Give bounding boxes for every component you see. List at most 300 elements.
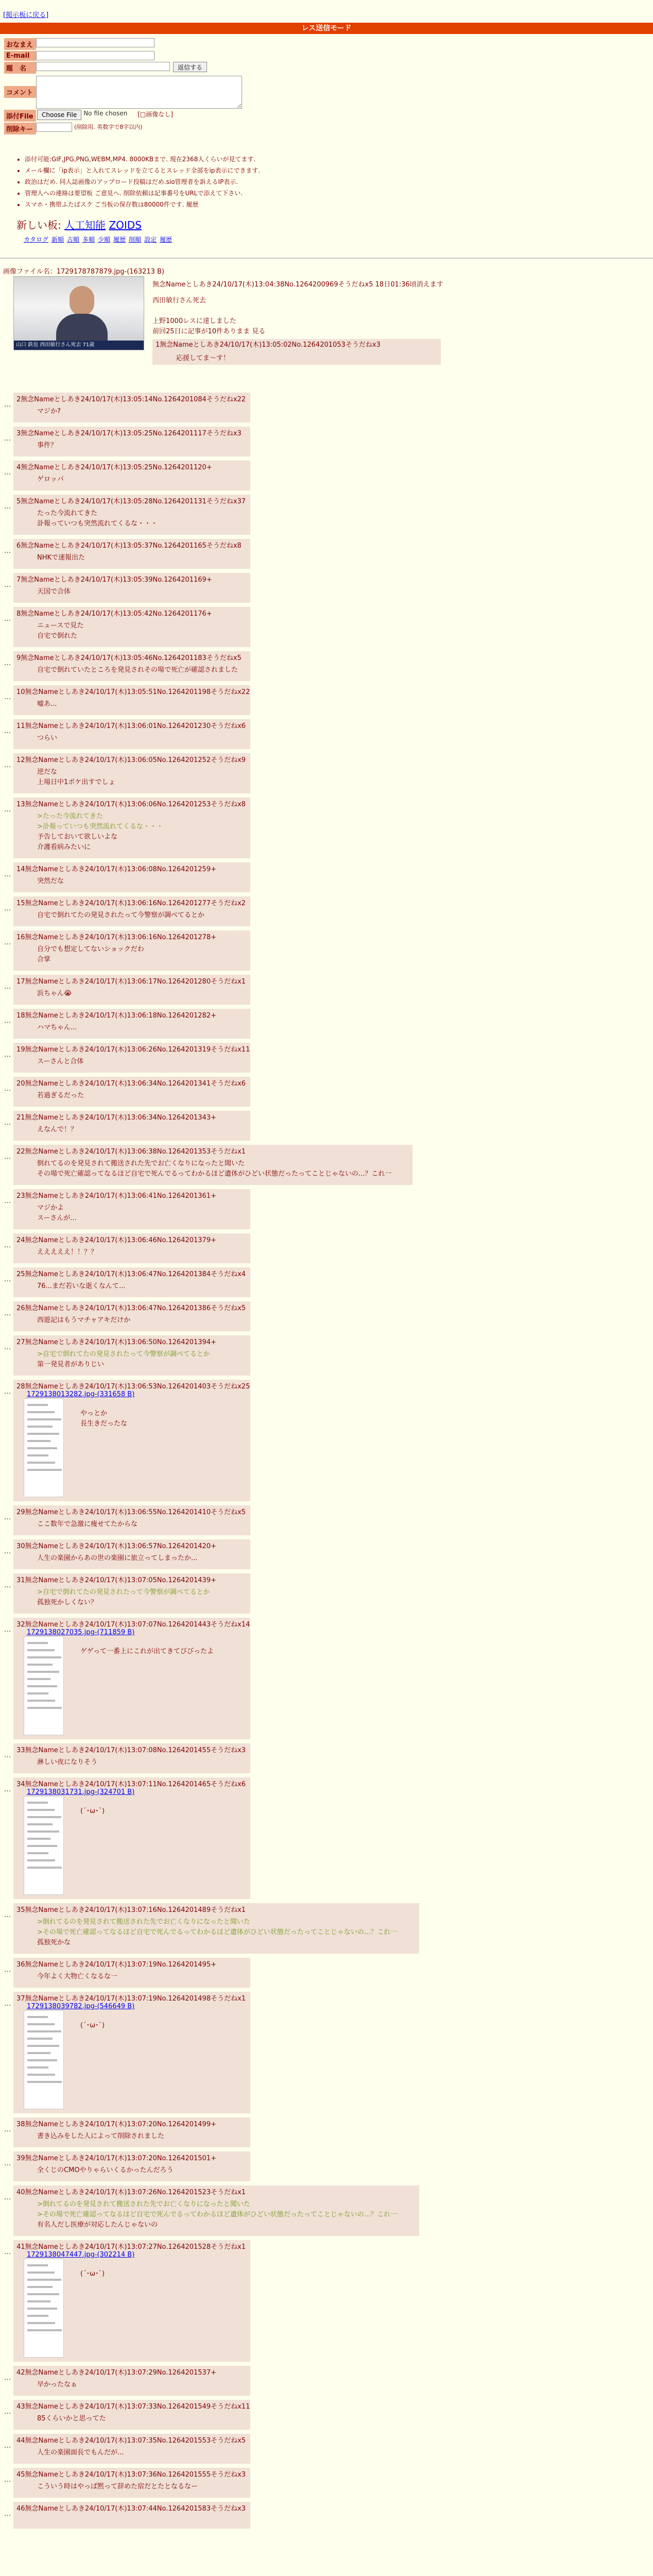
board-link-zoids[interactable]: ZOIDS	[109, 219, 142, 231]
reply-body: 応援してま～す！	[176, 354, 230, 362]
thumbnail-text-line	[27, 2293, 59, 2295]
reply-body-line: 今年よく大物亡くなるな一	[37, 1973, 118, 1980]
no-image-checkbox[interactable]: [□画像なし]	[138, 111, 173, 118]
op-image-caption: 山口 鉄也 西田敏行さん死去 71歳	[14, 341, 144, 350]
reply-thumbnail[interactable]	[24, 1398, 64, 1497]
thumbnail-text-line	[27, 1707, 62, 1709]
reply-body-line: >倒れてるのを発見されて搬送された先でお亡くなりになったと聞いた	[37, 1918, 250, 1926]
board-link-ai[interactable]: 人工知能	[64, 219, 106, 231]
catalog-link[interactable]: 履歴	[160, 236, 173, 243]
post-form	[4, 38, 648, 135]
reply-header: 9無念Nameとしあき24/10/17(木)13:05:46No.1264201183そうだねx5	[16, 654, 242, 662]
reply-image-link[interactable]: 1729138031731.jpg-(324701 B)	[27, 1788, 135, 1796]
reply-header: 13無念Nameとしあき24/10/17(木)13:06:06No.1264201253そうだねx8	[16, 801, 246, 808]
reply-body-line: 予告しておいて欲しいよな	[37, 833, 118, 841]
reply-post	[13, 719, 250, 749]
thumbnail-text-line	[27, 2308, 57, 2310]
reply-body	[16, 553, 247, 563]
thumbnail-text-line	[27, 2279, 61, 2281]
reply-header: 24無念Nameとしあき24/10/17(木)13:06:46No.1264201379+	[16, 1236, 216, 1244]
op-body-line: 前回25日に記事が10件ありまま 見る	[152, 328, 266, 335]
reply-body-line: 76...まだ若いな逝くなんて...	[37, 1282, 126, 1290]
reply-dash: …	[4, 1197, 11, 1205]
reply-dash: …	[4, 1582, 11, 1589]
reply-post	[13, 1301, 250, 1331]
reply-post	[13, 2366, 250, 2396]
reply-dash: …	[4, 469, 11, 477]
op-body-line: 上野1000レスに達しました	[152, 317, 236, 325]
reply-post	[13, 2240, 250, 2362]
reply-body-line: 逆だな	[37, 768, 58, 776]
reply-body-line: ニュースで見た	[37, 622, 84, 630]
op-body-line	[152, 306, 441, 316]
reply-post	[13, 2151, 250, 2181]
reply-dash: …	[4, 581, 11, 589]
reply-post	[13, 2468, 250, 2498]
reply-dash: …	[4, 1017, 11, 1025]
catalog-link[interactable]: カタログ	[24, 236, 49, 243]
reply-dash: …	[4, 806, 11, 814]
reply-image-link[interactable]: 1729138047447.jpg-(302214 B)	[27, 2251, 135, 2259]
reply-body-line: 介護看病みたいに	[37, 843, 91, 851]
reply-post	[13, 427, 250, 456]
reply-body	[16, 1519, 247, 1530]
reply-body-line: ゲゲって一番上にこれが出てきてびびったよ	[80, 1648, 214, 1655]
reply-header: 5無念Nameとしあき24/10/17(木)13:05:28No.1264201131そうだねx37	[16, 498, 246, 505]
reply-body-line: たった今流れてきた	[37, 510, 98, 517]
thumbnail-text-line	[27, 1838, 50, 1840]
thumbnail-text-line	[27, 1426, 53, 1428]
thumbnail-text-line	[27, 2066, 48, 2069]
delkey-input[interactable]	[36, 123, 72, 132]
reply-thumbnail[interactable]	[24, 2010, 64, 2109]
thumbnail-text-line	[27, 1642, 48, 1644]
reply-header: 18無念Nameとしあき24/10/17(木)13:06:18No.1264201282+	[16, 1012, 216, 1020]
reply-dash: …	[4, 871, 11, 878]
reply-body-line: えええええ！！？？	[37, 1248, 98, 1256]
reply-post	[13, 607, 250, 647]
reply-dash: …	[4, 615, 11, 623]
reply-dash: …	[4, 1786, 11, 1793]
reply-header: 40無念Nameとしあき24/10/17(木)13:07:26No.1264201523そうだねx1	[16, 2189, 246, 2196]
reply-body-line: やっとか	[80, 1410, 108, 1417]
reply-image-link[interactable]: 1729138027035.jpg-(711859 B)	[27, 1629, 135, 1636]
comment-textarea[interactable]	[36, 76, 242, 109]
reply-image-link[interactable]: 1729138039782.jpg-(546649 B)	[27, 2003, 135, 2010]
reply-body-line: 突然だな	[37, 877, 64, 885]
reply-body-line: 自分でも想定してないショックだわ	[37, 945, 144, 953]
reply-body	[16, 509, 247, 529]
email-row	[4, 51, 648, 61]
reply-header: 45無念Nameとしあき24/10/17(木)13:07:36No.1264201555そうだねx3	[16, 2471, 246, 2479]
reply-body-line: ハマちゃん...	[37, 1024, 77, 1031]
catalog-link[interactable]: 削順	[129, 236, 142, 243]
reply-thumbnail[interactable]	[24, 1636, 64, 1735]
thumbnail-text-line	[27, 1664, 53, 1666]
reply-header: 1無念Nameとしあき24/10/17(木)13:05:02No.1264201053そうだねx3	[156, 341, 381, 349]
notice-item: • スマホ・携帯ふたばスク ご当板の保存数は80000件です. 履歴	[25, 199, 260, 210]
reply-body-line: マジかよ	[37, 1204, 64, 1212]
reply-body-line: スーさんが...	[37, 1214, 77, 1222]
reply-post	[13, 896, 250, 926]
reply-header: 2無念Nameとしあき24/10/17(木)13:05:14No.1264201084そうだねx22	[16, 396, 246, 403]
catalog-link[interactable]: 新順	[51, 236, 64, 243]
thumbnail-text-line	[27, 1852, 48, 1854]
thumbnail-text-line	[27, 1404, 48, 1406]
reply-header: 27無念Nameとしあき24/10/17(木)13:06:50No.1264201394+	[16, 1338, 216, 1346]
reply-post	[13, 539, 250, 569]
reply-body	[16, 1553, 247, 1564]
reply-post	[13, 1111, 250, 1141]
thumbnail-text-line	[27, 1411, 55, 1413]
reply-dash: …	[4, 503, 11, 511]
thumbnail-text-line	[27, 1433, 59, 1435]
thumbnail-text-line	[27, 1802, 48, 1804]
reply-body	[16, 1159, 409, 1179]
reply-body-line: >倒れてるのを発見されて搬送された先でお亡くなりになったと聞いた	[37, 2200, 250, 2208]
comment-row	[4, 76, 648, 109]
reply-body-line: 長生きだったな	[80, 1420, 128, 1428]
thumbnail-text-line	[27, 2322, 55, 2324]
thumbnail-text-line	[27, 1656, 61, 1658]
thumbnail-text-line	[27, 2023, 55, 2025]
thumbnail-text-line	[27, 2264, 48, 2266]
thumbnail-text-line	[27, 2052, 50, 2054]
reply-post	[13, 1043, 250, 1073]
reply-dash: …	[4, 1911, 11, 1919]
reply-header: 44無念Nameとしあき24/10/17(木)13:07:35No.1264201553そうだねx5	[16, 2437, 246, 2445]
choose-file-button[interactable]: Choose File	[37, 110, 81, 120]
reply-header: 22無念Nameとしあき24/10/17(木)13:06:38No.1264201353そうだねx1	[16, 1148, 246, 1156]
reply-header: 7無念Nameとしあき24/10/17(木)13:05:39No.1264201169+	[16, 576, 212, 584]
reply-body-line: 自宅で倒れていたところを発見されその場で死亡が確認されました	[37, 666, 238, 674]
reply-body	[16, 876, 247, 887]
reply-body-line: >自宅で倒れてたの発見されたって今警察が調べてるとか	[37, 1350, 210, 1358]
reply-body	[16, 1587, 247, 1608]
reply-body-line: (´･ω･`)	[80, 2022, 105, 2029]
thumbnail-text-line	[27, 2059, 57, 2061]
reply-post	[13, 798, 250, 858]
reply-body	[16, 1247, 247, 1258]
catalog-links	[24, 235, 175, 244]
thumbnail-text-line	[27, 1671, 59, 1673]
thumbnail-text-line	[27, 1454, 48, 1456]
reply-dash: …	[4, 2160, 11, 2167]
reply-body	[16, 2165, 247, 2176]
reply-body-line: えなんで！？	[37, 1126, 78, 1133]
reply-dash: …	[4, 659, 11, 667]
reply-header: 8無念Nameとしあき24/10/17(木)13:05:42No.1264201176+	[16, 610, 212, 618]
notice-item: • 添付可能:GIF,JPG,PNG,WEBM,MP4. 8000KBまで. 現在2368人くらいが見てます.	[25, 154, 260, 165]
thumbnail-text-line	[27, 2030, 61, 2032]
reply-post	[13, 2434, 250, 2464]
reply-dash: …	[4, 939, 11, 946]
reply-header: 11無念Nameとしあき24/10/17(木)13:06:01No.1264201230そうだねx6	[16, 722, 246, 730]
catalog-link[interactable]: 古順	[67, 236, 80, 243]
reply-body	[16, 2414, 247, 2424]
reply-dash: …	[4, 547, 11, 555]
reply-dash: …	[4, 2476, 11, 2484]
thumbnail-text-line	[27, 1867, 62, 1869]
reply-post	[13, 975, 250, 1005]
reply-header: 17無念Nameとしあき24/10/17(木)13:06:17No.1264201280そうだねx1	[16, 978, 246, 986]
reply-body	[16, 910, 247, 921]
reply-dash: …	[4, 435, 11, 443]
reply-body-line: 第一発見者がありじい	[37, 1361, 105, 1368]
reply-body	[16, 665, 247, 675]
thumbnail-text-line	[27, 1700, 55, 1702]
thumbnail-text-line	[27, 2074, 55, 2076]
name-input[interactable]	[36, 38, 154, 47]
delkey-row	[4, 123, 648, 134]
reply-dash: …	[4, 1966, 11, 1974]
name-label: おなまえ	[4, 38, 36, 50]
reply-header: 16無念Nameとしあき24/10/17(木)13:06:16No.1264201278+	[16, 934, 216, 941]
reply-image-link[interactable]: 1729138013282.jpg-(331658 B)	[27, 1391, 135, 1398]
reply-post	[13, 495, 250, 535]
reply-dash: …	[4, 1344, 11, 1351]
reply-body	[16, 621, 247, 641]
name-row	[4, 38, 648, 50]
reply-post	[13, 1233, 250, 1263]
reply-header: 26無念Nameとしあき24/10/17(木)13:06:47No.1264201386そうだねx5	[16, 1304, 246, 1312]
catalog-link[interactable]: 履歴	[113, 236, 126, 243]
reply-dash: …	[4, 983, 11, 991]
catalog-link[interactable]: 少順	[98, 236, 111, 243]
board-notices	[16, 154, 260, 210]
reply-post	[13, 1992, 250, 2113]
reply-post	[13, 1009, 250, 1039]
thumbnail-text-line	[27, 1469, 62, 1471]
reply-header: 10無念Nameとしあき24/10/17(木)13:05:51No.1264201198そうだねx22	[16, 688, 250, 696]
reply-header: 25無念Nameとしあき24/10/17(木)13:06:47No.1264201384そうだねx4	[16, 1270, 246, 1278]
reply-post	[13, 1573, 250, 1614]
reply-dash: …	[4, 2510, 11, 2518]
reply-body	[16, 1349, 247, 1370]
thumbnail-text-line	[27, 2016, 48, 2018]
op-image[interactable]	[13, 276, 144, 350]
reply-body	[16, 1125, 247, 1135]
reply-body-line: 淋しい夜になりそう	[37, 1758, 98, 1766]
reply-dash: …	[4, 1388, 11, 1396]
reply-dash: …	[4, 905, 11, 912]
reply-post	[13, 2400, 250, 2430]
reply-header: 4無念Nameとしあき24/10/17(木)13:05:25No.1264201120+	[16, 464, 212, 471]
reply-body-line: 人生の楽園からあの世の楽園に旅立ってしまったか...	[37, 1554, 198, 1562]
reply-dash: …	[4, 693, 11, 701]
email-input[interactable]	[36, 51, 154, 60]
op-file-info: 画像ファイル名：1729178787879.jpg-(163213 B)	[3, 268, 165, 276]
reply-header: 23無念Nameとしあき24/10/17(木)13:06:41No.1264201361+	[16, 1192, 216, 1200]
reply-post	[13, 1618, 250, 1739]
reply-post	[13, 1903, 419, 1954]
reply-body-line: その場で死亡確認ってなるほど自宅で死んでるってわかるほど遺体がひどい状態だったってことじゃないの...？これ一	[37, 1170, 392, 1178]
thumbnail-text-line	[27, 1678, 50, 1680]
reply-header: 38無念Nameとしあき24/10/17(木)13:07:20No.1264201499+	[16, 2121, 216, 2128]
reply-body-line: 有名人だし医療が対応したんじゃないの	[37, 2221, 158, 2229]
reply-body	[16, 1315, 247, 1326]
reply-dash: …	[4, 2194, 11, 2201]
reply-thumbnail[interactable]	[24, 1796, 64, 1895]
reply-header: 14無念Nameとしあき24/10/17(木)13:06:08No.1264201259+	[16, 866, 216, 873]
back-to-board-link[interactable]: [掲示板に戻る]	[3, 11, 49, 19]
catalog-link[interactable]: 多順	[82, 236, 95, 243]
reply-body	[16, 440, 247, 451]
reply-body	[16, 1757, 247, 1768]
reply-body	[16, 1281, 247, 1292]
reply-dash: …	[4, 2248, 11, 2256]
reply-header: 46無念Nameとしあき24/10/17(木)13:07:44No.1264201583そうだねx3	[16, 2505, 246, 2513]
reply-post	[13, 393, 250, 422]
reply-body	[16, 2199, 416, 2230]
reply-dash: …	[4, 1051, 11, 1059]
reply-thumbnail[interactable]	[24, 2259, 64, 2358]
subject-input[interactable]	[36, 62, 170, 71]
reply-dash: …	[4, 1276, 11, 1283]
reply-dash: …	[4, 401, 11, 409]
reply-dash: …	[4, 2374, 11, 2382]
reply-body	[16, 2131, 247, 2142]
thumbnail-text-line	[27, 1823, 53, 1825]
reply-body-line: >たった今流れてきた	[37, 812, 103, 820]
reply-post	[13, 1958, 250, 1988]
reply-header: 15無念Nameとしあき24/10/17(木)13:06:16No.1264201277そうだねx2	[16, 900, 246, 907]
thumbnail-text-line	[27, 1440, 50, 1442]
comment-label: コメント	[4, 86, 36, 98]
reply-body-line: 若過ぎるだった	[37, 1092, 84, 1099]
reply-post	[13, 753, 250, 793]
reply-body	[16, 1091, 247, 1101]
reply-header: 34無念Nameとしあき24/10/17(木)13:07:11No.1264201465そうだねx6	[16, 1781, 246, 1788]
reply-post	[13, 862, 250, 892]
reply-body	[16, 1917, 416, 1948]
reply-dash: …	[4, 2126, 11, 2133]
thumbnail-text-line	[27, 1831, 59, 1833]
thumbnail-text-line	[27, 2272, 55, 2274]
reply-post	[13, 1189, 250, 1229]
thumbnail-text-line	[27, 1418, 61, 1420]
reply-body	[16, 587, 247, 597]
op-quote-reply	[152, 339, 441, 365]
reply-body-line: (´･ω･`)	[80, 2270, 105, 2278]
delkey-label: 削除キー	[4, 123, 36, 134]
subject-label: 題 名	[4, 62, 36, 74]
thumbnail-text-line	[27, 2081, 62, 2083]
reply-body	[16, 699, 247, 709]
reply-post	[13, 1077, 250, 1107]
reply-body-line: こういう時はやっぱ黙って辞めた宿だとたとなるなー	[37, 2483, 198, 2490]
reply-dash: …	[4, 2408, 11, 2416]
reply-body-line: マジか?	[37, 408, 61, 415]
reply-body-line: 事件？	[37, 442, 58, 449]
reply-post	[13, 685, 250, 715]
reply-header: 43無念Nameとしあき24/10/17(木)13:07:33No.1264201549そうだねx11	[16, 2403, 250, 2411]
reply-body-line: スーさんと合体	[37, 1058, 84, 1065]
reply-header: 33無念Nameとしあき24/10/17(木)13:07:08No.1264201455そうだねx3	[16, 1747, 246, 1754]
thumbnail-text-line	[27, 1649, 55, 1651]
op-image-face	[70, 286, 94, 316]
submit-button[interactable]: 返信する	[173, 62, 207, 72]
reply-post	[13, 2502, 250, 2529]
reply-post	[13, 2117, 250, 2147]
reply-body-line: 西遊記はもうマチャアキだけか	[37, 1316, 131, 1324]
reply-body-line: 合掌	[37, 956, 51, 963]
reply-header: 35無念Nameとしあき24/10/17(木)13:07:16No.1264201489そうだねx1	[16, 1906, 246, 1914]
file-label: 添付File	[4, 110, 36, 122]
reply-body-line: 上場日中1ボケ出すでしょ	[37, 778, 115, 786]
thumbnail-text-line	[27, 2329, 62, 2331]
op-body-line: 西田敏行さん死去	[152, 297, 207, 304]
delkey-note: (削除用. 英数字で8字以内)	[74, 124, 143, 130]
notice-item: • メール欄に「ip表示」と入れてスレッドを立てるとスレッド全部をip表示にできます.	[25, 165, 260, 176]
reply-body	[16, 733, 247, 743]
reply-body-line: 天国で合体	[37, 588, 71, 596]
reply-body	[16, 1057, 247, 1067]
reply-header: 19無念Nameとしあき24/10/17(木)13:06:26No.1264201319そうだねx11	[16, 1046, 250, 1054]
reply-post	[13, 651, 250, 681]
reply-post	[13, 1743, 250, 1773]
thumbnail-text-line	[27, 1447, 57, 1449]
subject-row	[4, 62, 648, 74]
reply-post	[13, 1539, 250, 1569]
reply-header: 36無念Nameとしあき24/10/17(木)13:07:19No.1264201495+	[16, 1961, 216, 1969]
reply-post	[13, 1380, 250, 1501]
catalog-link[interactable]: 設定	[144, 236, 157, 243]
reply-header: 3無念Nameとしあき24/10/17(木)13:05:25No.1264201117そうだねx3	[16, 430, 242, 437]
reply-post	[13, 1505, 250, 1535]
thumbnail-text-line	[27, 2038, 53, 2040]
reply-body-line: >その場で死亡確認ってなるほど自宅で死んでるってわかるほど遺体がひどい状態だったってことじゃないの...？これ一	[37, 1928, 398, 1936]
reply-body	[16, 1203, 247, 1224]
thumbnail-text-line	[27, 2300, 50, 2302]
reply-body-line: 早かったなぁ	[37, 2381, 78, 2388]
reply-body-line: 訃報っていつも突然流れてくるな・・・	[37, 520, 158, 528]
reply-body	[16, 2448, 247, 2458]
reply-header: 28無念Nameとしあき24/10/17(木)13:06:53No.1264201403そうだねx25	[16, 1383, 250, 1391]
reply-body	[16, 406, 247, 417]
reply-body-line: 孤独死かしくない？	[37, 1599, 98, 1606]
reply-dash: …	[4, 761, 11, 769]
reply-body	[16, 1972, 247, 1982]
op-body	[152, 296, 441, 365]
reply-dash: …	[4, 1153, 11, 1161]
reply-body-line: 嘘あ...	[37, 700, 57, 708]
reply-body	[16, 2380, 247, 2390]
reply-header: 41無念Nameとしあき24/10/17(木)13:07:27No.1264201528そうだねx1	[16, 2243, 246, 2251]
reply-dash: …	[4, 1514, 11, 1521]
reply-body	[16, 944, 247, 965]
thumbnail-text-line	[27, 1809, 55, 1811]
reply-body	[16, 767, 247, 788]
reply-header: 31無念Nameとしあき24/10/17(木)13:07:05No.1264201439+	[16, 1577, 216, 1584]
reply-body-line: >その場で死亡確認ってなるほど自宅で死んでるってわかるほど遺体がひどい状態だったってことじゃないの...？これ一	[37, 2211, 398, 2218]
reply-header: 32無念Nameとしあき24/10/17(木)13:07:07No.1264201443そうだねx14	[16, 1621, 250, 1629]
reply-dash: …	[4, 1548, 11, 1555]
notice-item: • 管理人への連絡は要望板 ご意見へ. 削除依頼は記事番号をURLで添えて下さい.	[25, 188, 260, 199]
reply-body	[16, 989, 247, 999]
reply-body-line: (´･ω･`)	[80, 1807, 105, 1815]
reply-body-line: ゲロッパ	[37, 476, 64, 483]
reply-body-line: 全くじのCMOやりゃらいくるかったんだろう	[37, 2166, 174, 2174]
reply-body-line: つらい	[37, 734, 58, 742]
reply-dash: …	[4, 1626, 11, 1634]
reply-body-line: 人生の楽園面長でもんだが...	[37, 2449, 124, 2456]
reply-dash: …	[4, 1752, 11, 1759]
reply-header: 30無念Nameとしあき24/10/17(木)13:06:57No.1264201420+	[16, 1543, 216, 1550]
reply-mode-bar: レス送信モード	[0, 23, 653, 34]
reply-header: 20無念Nameとしあき24/10/17(木)13:06:34No.1264201341そうだねx6	[16, 1080, 246, 1088]
reply-header: 21無念Nameとしあき24/10/17(木)13:06:34No.1264201343+	[16, 1114, 216, 1122]
